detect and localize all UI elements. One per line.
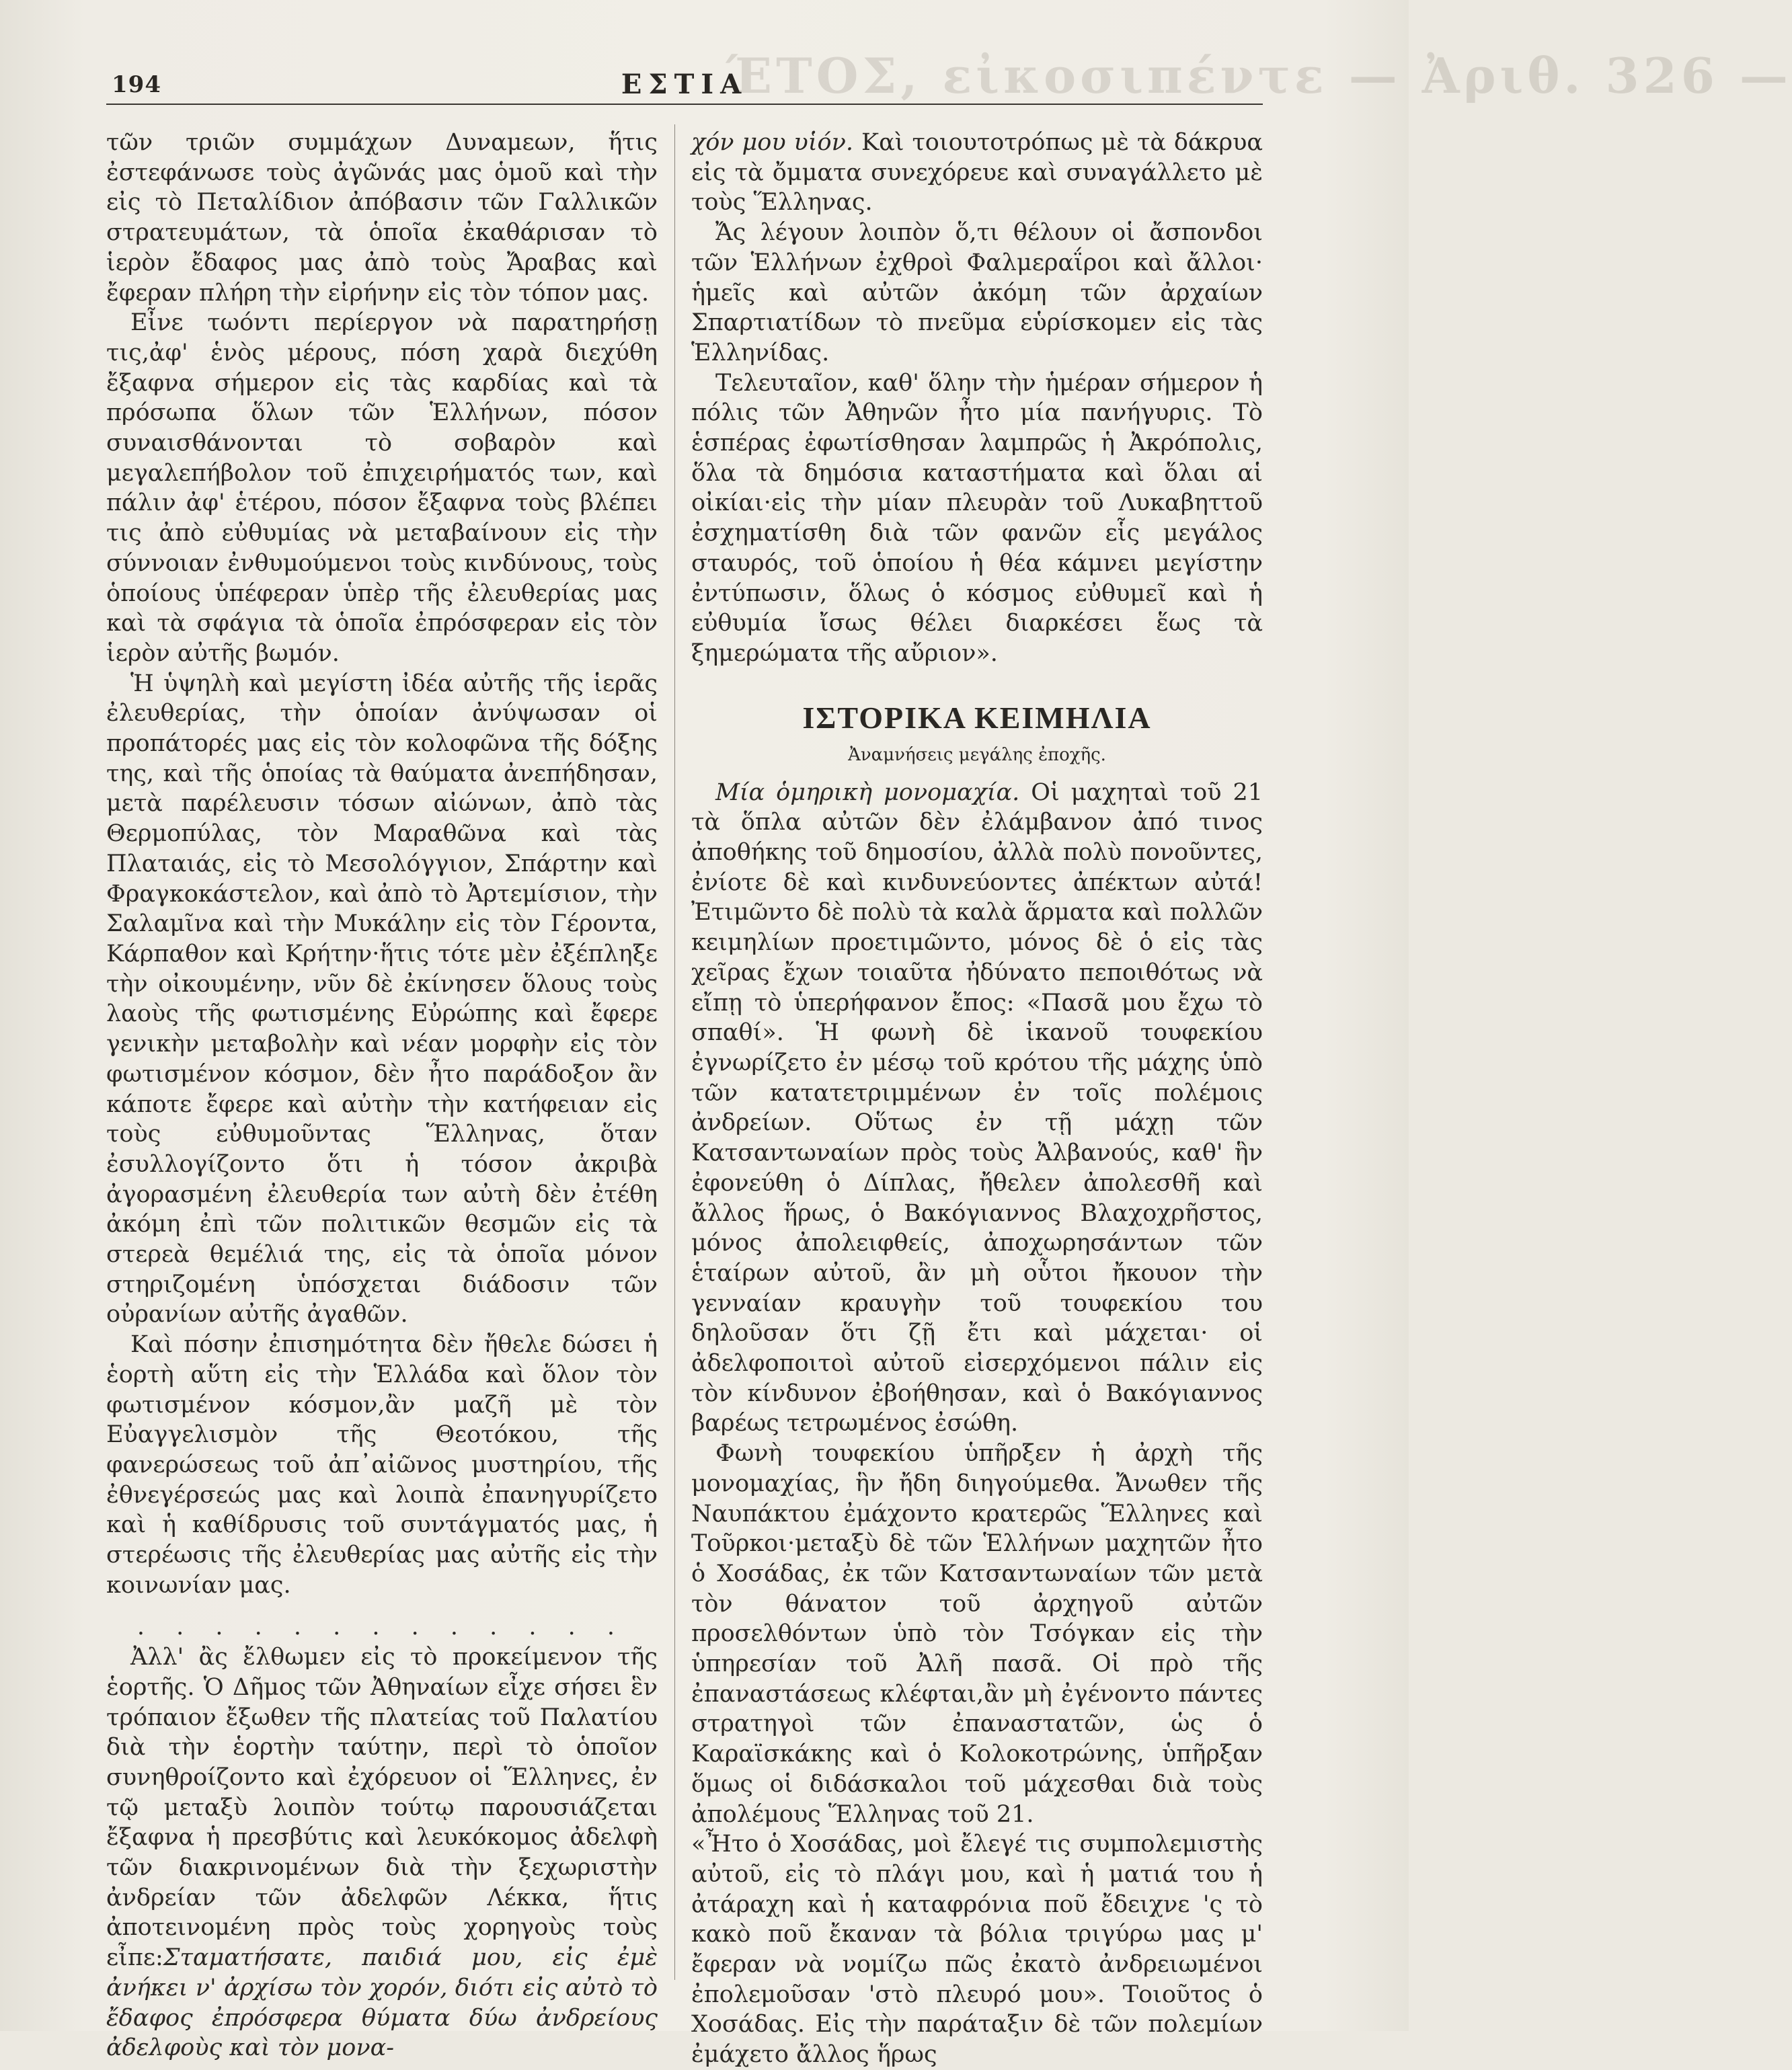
paragraph: Ἄς λέγουν λοιπὸν ὅ,τι θέλουν οἱ ἄσπονδοι τῶν Ἑλλήνων ἐχθροὶ Φαλμεραΐροι καὶ ἄλλοι· ἡμεῖς καὶ αὐτῶν ἀκόμη τῶν ἀρχαίων Σπαρτιατίδων τὸ πνεῦμα εὑρίσκομεν εἰς τὰς Ἑλληνίδας. [691, 219, 1263, 366]
journal-title: ΕΣΤΙΑ [621, 69, 748, 100]
section-subtitle: Ἀναμνήσεις μεγάλης ἐποχῆς. [848, 744, 1106, 765]
paragraph [691, 128, 1263, 218]
paragraph-text: Καὶ τοιουτοτρόπως μὲ τὰ δάκρυα εἰς τὰ ὄμματα συνεχόρευε καὶ συναγάλλετο μὲ τοὺς Ἕλληνας. [691, 129, 1263, 216]
paragraph: τῶν τριῶν συμμάχων Δυναμεων, ἥτις ἐστεφάνωσε τοὺς ἀγῶνάς μας ὁμοῦ καὶ τὴν εἰς τὸ Πεταλίδιον ἀπόβασιν τῶν Γαλλικῶν στρατευμάτων, τὰ ὁποῖα ἐκαθάρισαν τὸ ἱερὸν ἔδαφος μας ἀπὸ τοὺς Ἄραβας καὶ ἔφεραν πλήρη τὴν εἰρήνην εἰς τὸν τόπον μας. [106, 129, 658, 307]
quoted-speech: Σταματήσατε, παιδιά μου, εἰς ἐμὲ ἀνήκει ν' ἀρχίσω τὸν χορόν, διότι εἰς αὐτὸ τὸ ἔδαφος ἐπρόσφερα θύματα δύω ἀνδρείους ἀδελφοὺς καὶ τὸν μονα- [106, 1944, 658, 2062]
right-column [691, 128, 1263, 2069]
paragraph: Εἶνε τωόντι περίεργον νὰ παρατηρήσῃ τις,ἀφ' ἑνὸς μέρους, πόση χαρὰ διεχύθη ἔξαφνα σήμερον εἰς τὰς καρδίας καὶ τὰ πρόσωπα ὅλων τῶν Ἑλλήνων, πόσον συναισθάνονται τὸ σοβαρὸν καὶ μεγαλεπήβολον τοῦ ἐπιχειρήματός των, καὶ πάλιν ἀφ' ἑτέρου, πόσον ἔξαφνα τοὺς βλέπει τις ἀπὸ εὐθυμίας νὰ μεταβαίνουν εἰς τὴν σύννοιαν ἐνθυμούμενοι τοὺς κινδύνους, τοὺς ὁποίους ὑπέφεραν ὑπὲρ τῆς ἐλευθερίας μας καὶ τὰ σφάγια τὰ ὁποῖα ἐπρόσφεραν εἰς τὸν ἱερὸν αὐτῆς βωμόν. [106, 309, 658, 667]
paragraph [691, 778, 1263, 1439]
page-header [106, 66, 1263, 105]
paragraph: Τελευταῖον, καθ' ὅλην τὴν ἡμέραν σήμερον ἡ πόλις τῶν Ἀθηνῶν ἦτο μία πανήγυρις. Τὸ ἑσπέρας ἐφωτίσθησαν λαμπρῶς ἡ Ἀκρόπολις, ὅλα τὰ δημόσια καταστήματα καὶ ὅλαι αἱ οἰκίαι·εἰς τὴν μίαν πλευρὰν τοῦ Λυκαβηττοῦ ἐσχηματίσθη διὰ τῶν φανῶν εἷς μεγάλος σταυρός, τοῦ ὁποίου ἡ θέα κάμνει μεγίστην ἐντύπωσιν, ὅλως ὁ κόσμος εὐθυμεῖ καὶ ἡ εὐθυμία ἴσως θέλει διαρκέσει ἕως τὰ ξημερώματα τῆς αὔριον». [691, 369, 1263, 667]
paragraph: Καὶ πόσην ἐπισημότητα δὲν ἤθελε δώσει ἡ ἑορτὴ αὕτη εἰς τὴν Ἑλλάδα καὶ ὅλον τὸν φωτισμένον κόσμον,ἂν μαζῆ μὲ τὸν Εὐαγγελισμὸν τῆς Θεοτόκου, τῆς φανερώσεως τοῦ ἀπ᾽αἰῶνος μυστηρίου, τῆς ἐθνεγέρσεώς μας καὶ λοιπὰ ἐπανηγυρίζετο καὶ ἡ καθίδρυσις τοῦ συντάγματός μας, ἡ στερέωσις τῆς ἐλευθερίας μας αὐτῆς εἰς τὴν κοινωνίαν μας. [106, 1331, 658, 1599]
left-column [106, 128, 658, 2062]
paragraph-text: Ἀλλ' ἂς ἔλθωμεν εἰς τὸ προκείμενον τῆς ἑορτῆς. Ὁ Δῆμος τῶν Ἀθηναίων εἶχε σήσει ἓν τρόπαιον ἔξωθεν τῆς πλατείας τοῦ Παλατίου διὰ τὴν ἑορτὴν ταύτην, περὶ τὸ ὁποῖον συνηθροίζοντο καὶ ἐχόρευον οἱ Ἕλληνες, ἐν τῷ μεταξὺ λοιπὸν τούτῳ παρουσιάζεται ἔξαφνα ἡ πρεσβύτις καὶ λευκόκομος ἀδελφὴ τῶν διακρινομένων διὰ τὴν ξεχωριστὴν ἀνδρείαν τῶν ἀδελφῶν Λέκκα, ἥτις ἀποτεινομένη πρὸς τοὺς χορηγοὺς τοὺς εἶπε: [106, 1644, 658, 1972]
article-lead: Μία ὁμηρικὴ μονομαχία. [715, 779, 1020, 806]
paragraph: «Ἦτο ὁ Χοσάδας, μοὶ ἔλεγέ τις συμπολεμιστὴς αὐτοῦ, εἰς τὸ πλάγι μου, καὶ ἡ ματιά του ἡ ἀτάραχη καὶ ἡ καταφρόνια ποῦ ἔδειχνε 'ς τὸ κακὸ ποῦ ἔκαναν τὰ βόλια τριγύρω μας μ' ἔφεραν νὰ νομίζω πῶς ἐκατὸ ἀνδρειωμένοι ἐπολεμοῦσαν 'στὸ πλευρό μου». Τοιοῦτος ὁ Χοσάδας. Εἰς τὴν παράταξιν δὲ τῶν πολεμίων ἐμάχετο ἄλλος ἥρως [691, 1831, 1263, 2069]
bleed-through-text: ΈΤΟΣ, εἰκοσιπέντε — Ἀριθ. 326 — [726, 47, 1792, 104]
paragraph [106, 1642, 658, 2063]
paragraph: Ἡ ὑψηλὴ καὶ μεγίστη ἰδέα αὐτῆς τῆς ἱερᾶς ἐλευθερίας, τὴν ὁποίαν ἀνύψωσαν οἱ προπάτορές μας εἰς τὸν κολοφῶνα τῆς δόξης της, καὶ τῆς ὁποίας τὰ θαύματα ἀνεπήδησαν, μετὰ παρέλευσιν τόσων αἰώνων, ἀπὸ τὰς Θερμοπύλας, τὸν Μαραθῶνα καὶ τὰς Πλαταιάς, εἰς τὸ Μεσολόγγιον, Σπάρτην καὶ Φραγκοκάστελον, καὶ ἀπὸ τὸ Ἀρτεμίσιον, τὴν Σαλαμῖνα καὶ τὴν Μυκάλην εἰς τὸν Γέροντα, Κάρπαθον καὶ Κρήτην·ἥτις τότε μὲν ἐξέπληξε τὴν οἰκουμένην, νῦν δὲ ἐκίνησεν ὅλους τοὺς λαοὺς τῆς φωτισμένης Εὐρώπης καὶ ἔφερε γενικὴν μεταβολὴν καὶ νέαν μορφὴν εἰς τὸν φωτισμένον κόσμον, δὲν ἦτο παράδοξον ἂν κάποτε ἔφερε καὶ αὐτὴν τὴν κατήφειαν εἰς τοὺς εὐθυμοῦντας Ἕλληνας, ὅταν ἐσυλλογίζοντο ὅτι ἡ τόσον ἀκριβὰ ἀγορασμένη ἐλευθερία των αὐτὴ δὲν ἐτέθη ἀκόμη ἐπὶ τῶν πολιτικῶν θεσμῶν εἰς τὰ στερεὰ θεμέλιά της, εἰς τὰ ὁποῖα μόνον στηριζομένη ὑπόσχεται διάδοσιν τῶν οὐρανίων αὐτῆς ἀγαθῶν. [106, 670, 658, 1328]
quoted-speech: χόν μου υἱόν. [691, 129, 854, 156]
paragraph-text: Οἱ μαχηταὶ τοῦ 21 τὰ ὅπλα αὐτῶν δὲν ἐλάμβανον ἀπό τινος ἀποθήκης τοῦ δημοσίου, ἀλλὰ πολὺ πονοῦντες, ἐνίοτε δὲ καὶ κινδυνεύοντες ἀπέκτων αὐτά! Ἐτιμῶντο δὲ πολὺ τὰ καλὰ ἅρματα καὶ πολλῶν κειμηλίων προετιμῶντο, μόνος δὲ ὁ εἰς τὰς χεῖρας ἔχων τοιαῦτα ἠδύνατο πεποιθότως νὰ εἴπῃ τὸ ὑπερήφανον ἔπος: «Πασᾶ μου ἔχω τὸ σπαθί». Ἡ φωνὴ δὲ ἱκανοῦ τουφεκίου ἐγνωρίζετο ἐν μέσῳ τοῦ κρότου τῆς μάχης ὑπὸ τῶν κατατετριμμένων ἐν τοῖς πολέμοις ἀνδρείων. Οὕτως ἐν τῇ μάχῃ τῶν Κατσαντωναίων πρὸς τοὺς Ἀλβανούς, καθ' ἣν ἐφονεύθη ὁ Δίπλας, ἤθελεν ἀπολεσθῆ καὶ ἄλλος ἥρως, ὁ Βακόγιαννος Βλαχοχρῆστος, μόνος ἀπολειφθείς, ἀποχωρησάντων τῶν ἑταίρων αὐτοῦ, ἂν μὴ οὗτοι ἤκουον τὴν γενναίαν κραυγὴν τοῦ τουφεκίου του δηλοῦσαν ὅτι ζῇ ἔτι καὶ μάχεται· οἱ ἀδελφοποιτοὶ αὐτοῦ εἰσερχόμενοι πάλιν εἰς τὸν κίνδυνον ἐβοήθησαν, καὶ ὁ Βακόγιαννος βαρέως τετρωμένος ἐσώθη. [691, 779, 1263, 1437]
paragraph: Φωνὴ τουφεκίου ὑπῆρξεν ἡ ἀρχὴ τῆς μονομαχίας, ἣν ἤδη διηγούμεθα. Ἄνωθεν τῆς Ναυπάκτου ἐμάχοντο κρατερῶς Ἕλληνες καὶ Τοῦρκοι·μεταξὺ δὲ τῶν Ἑλλήνων μαχητῶν ἦτο ὁ Χοσάδας, ἐκ τῶν Κατσαντωναίων τῶν μετὰ τὸν θάνατον τοῦ ἀρχηγοῦ αὐτῶν προσελθόντων ὑπὸ τὸν Τσόγκαν εἰς τὴν ὑπηρεσίαν τοῦ Ἀλῆ πασᾶ. Οἱ πρὸ τῆς ἐπαναστάσεως κλέφται,ἂν μὴ ἐγένοντο πάντες στρατηγοὶ τῶν ἐπαναστατῶν, ὡς ὁ Καραϊσκάκης καὶ ὁ Κολοκοτρώνης, ὑπῆρξαν ὅμως οἱ διδάσκαλοι τοῦ μάχεσθαι διὰ τοὺς ἀπολέμους Ἕλληνας τοῦ 21. [691, 1440, 1263, 1828]
section-title: ΙΣΤΟΡΙΚΑ ΚΕΙΜΗΛΙΑ [802, 700, 1152, 735]
column-divider [674, 124, 675, 1980]
page-number: 194 [112, 71, 161, 98]
section-break-dots: . . . . . . . . . . . . . [137, 1614, 627, 1641]
